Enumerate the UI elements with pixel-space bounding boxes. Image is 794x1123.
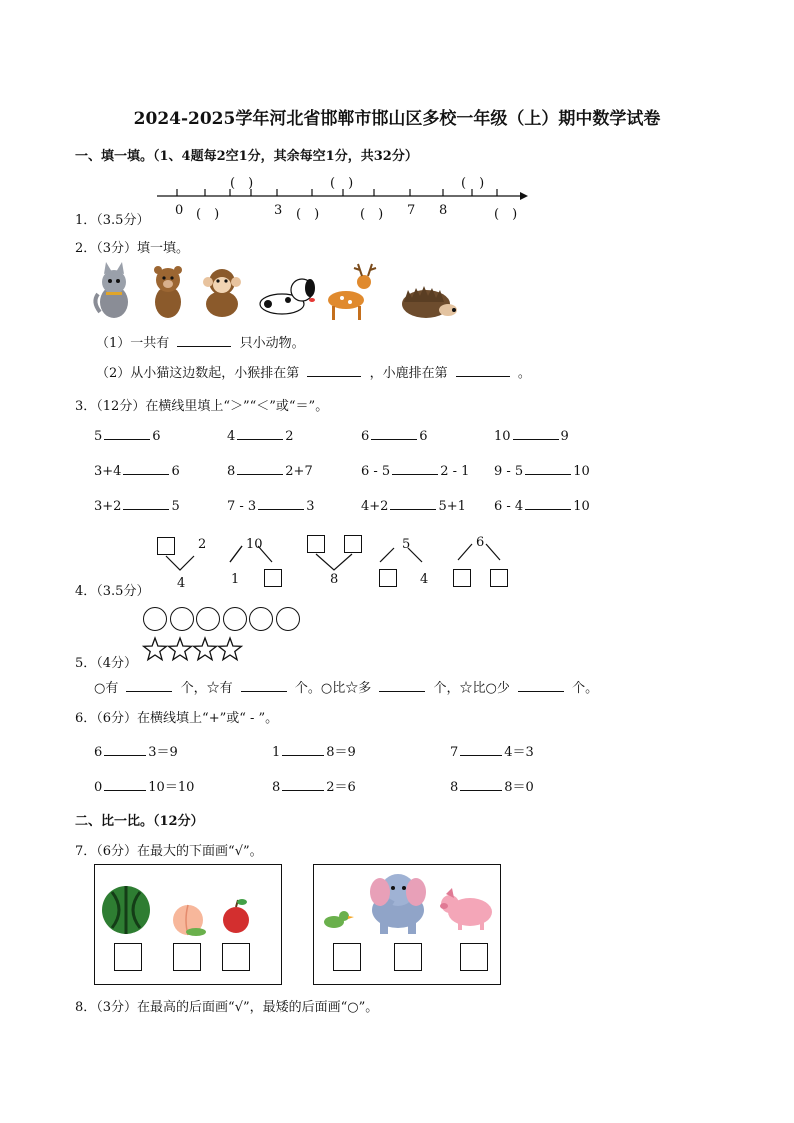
elephant-icon [370, 874, 426, 934]
q6-left-operand: 1 [272, 745, 281, 760]
q3-comparison [94, 498, 180, 514]
q3-left-expr: 10 [494, 429, 511, 444]
q5-text: 个，☆有 [180, 681, 233, 696]
q3-right-expr: 6 [419, 429, 428, 444]
q3-answer-blank[interactable] [525, 463, 571, 475]
q4-number: 4 [420, 572, 429, 587]
q7-text: ”。 [243, 844, 263, 859]
circle-shape [223, 607, 247, 631]
q2-monkey-blank[interactable] [307, 365, 361, 377]
q3-left-expr: 6 [361, 429, 370, 444]
q1-tick-label: 8 [439, 203, 448, 218]
q4-answer-box[interactable] [453, 569, 471, 587]
q3-answer-blank[interactable] [237, 463, 283, 475]
q3-left-expr: 9 - 5 [494, 464, 524, 479]
q4-number: 1 [231, 572, 240, 587]
q6-right-part: 8＝9 [326, 745, 356, 760]
q5-sentence [94, 677, 598, 696]
q4-label: 4．（3.5分） [75, 584, 150, 599]
q3-comparison [361, 498, 466, 514]
q3-answer-blank[interactable] [390, 498, 436, 510]
q7-answer-box-watermelon[interactable] [114, 943, 142, 971]
q2-sub1 [96, 332, 305, 351]
q2-count-blank[interactable] [177, 335, 231, 347]
q3-right-expr: 2+7 [285, 464, 313, 479]
q7-answer-box-elephant[interactable] [394, 943, 422, 971]
q3-right-expr: 6 [152, 429, 161, 444]
circle-shape [276, 607, 300, 631]
monkey-icon [203, 269, 241, 317]
q3-right-expr: 6 [171, 464, 180, 479]
q3-right-expr: 10 [573, 499, 590, 514]
apple-icon [223, 899, 249, 933]
q3-answer-blank[interactable] [123, 498, 169, 510]
q6-label: 6．（6分）在横线填上“+”或“ - ”。 [75, 711, 279, 726]
cat-icon [95, 262, 128, 318]
q6-equation [272, 776, 356, 795]
q2-sub2-mid: ，小鹿排在第 [369, 366, 448, 381]
pig-icon [440, 888, 492, 930]
circle-shape [249, 607, 273, 631]
q3-answer-blank[interactable] [392, 463, 438, 475]
q3-answer-blank[interactable] [104, 428, 150, 440]
circle-shape [196, 607, 220, 631]
q4-answer-box[interactable] [264, 569, 282, 587]
q6-left-operand: 6 [94, 745, 103, 760]
section-heading-2: 二、比一比。（12分） [75, 814, 204, 829]
q3-answer-blank[interactable] [371, 428, 417, 440]
q6-operator-blank[interactable] [282, 744, 324, 756]
q2-label: 2．（3分）填一填。 [75, 241, 190, 256]
q5-text: 个。○比☆多 [294, 681, 372, 696]
q5-text: ○有 [94, 681, 119, 696]
q8-label [75, 996, 378, 1015]
q1-tick-label: 7 [407, 203, 416, 218]
q3-answer-blank[interactable] [258, 498, 304, 510]
q7-answer-box-peach[interactable] [173, 943, 201, 971]
q4-answer-box[interactable] [307, 535, 325, 553]
q3-right-expr: 9 [560, 429, 569, 444]
q6-right-part: 8＝0 [504, 780, 534, 795]
q1-tick-label: 3 [274, 203, 283, 218]
q4-number: 4 [177, 576, 186, 591]
q7-answer-box-apple[interactable] [222, 943, 250, 971]
decomposition-trees [150, 532, 530, 592]
q5-text: 个，☆比○少 [433, 681, 510, 696]
check-mark-icon: √ [234, 1000, 243, 1015]
q2-sub2-pre: （2）从小猫这边数起，小猴排在第 [96, 366, 300, 381]
bear-icon [154, 266, 182, 318]
q5-text: 个。 [572, 681, 599, 696]
q1-above-blank[interactable]: ( ) [330, 176, 354, 191]
q4-answer-box[interactable] [344, 535, 362, 553]
deer-icon [328, 264, 376, 320]
q8-text: ”，最矮的后面画“ [243, 1000, 348, 1015]
q3-left-expr: 4 [227, 429, 236, 444]
q3-comparison [494, 428, 569, 444]
q6-operator-blank[interactable] [282, 779, 324, 791]
star-shape [169, 638, 192, 660]
q6-operator-blank[interactable] [104, 744, 146, 756]
q6-right-part: 4＝3 [504, 745, 534, 760]
q5-blank[interactable] [126, 680, 172, 692]
q2-sub2 [96, 362, 531, 381]
q3-answer-blank[interactable] [525, 498, 571, 510]
q3-comparison [94, 428, 161, 444]
q6-operator-blank[interactable] [460, 744, 502, 756]
watermelon-icon [102, 886, 150, 934]
q7-label [75, 840, 263, 859]
q7-answer-box-pig[interactable] [460, 943, 488, 971]
bird-icon [324, 911, 354, 928]
q6-equation [450, 741, 534, 760]
q6-left-operand: 8 [450, 780, 459, 795]
q8-text: 8．（3分）在最高的后面画“ [75, 1000, 235, 1015]
q3-answer-blank[interactable] [513, 428, 559, 440]
q1-above-blank[interactable]: ( ) [230, 176, 254, 191]
q4-number: 5 [402, 537, 411, 552]
circle-shape [143, 607, 167, 631]
q4-number: 8 [330, 572, 339, 587]
q4-answer-box[interactable] [490, 569, 508, 587]
q6-left-operand: 7 [450, 745, 459, 760]
q3-left-expr: 7 - 3 [227, 499, 257, 514]
q3-left-expr: 8 [227, 464, 236, 479]
q7-fruits [100, 880, 280, 940]
q4-answer-box[interactable] [157, 537, 175, 555]
q6-left-operand: 8 [272, 780, 281, 795]
q5-star-group [143, 636, 253, 664]
q4-number: 6 [476, 535, 485, 550]
dog-icon [260, 279, 315, 314]
star-shape [219, 638, 242, 660]
q3-comparison [361, 463, 469, 479]
star-shape [144, 638, 167, 660]
q3-left-expr: 5 [94, 429, 103, 444]
q1-below-blank[interactable]: ( ) [494, 207, 518, 222]
q3-right-expr: 10 [573, 464, 590, 479]
check-mark-icon: √ [234, 844, 243, 859]
q4-number: 10 [246, 537, 263, 552]
q6-right-part: 3＝9 [148, 745, 178, 760]
q1-below-blank[interactable]: ( ) [196, 207, 220, 222]
q3-left-expr: 3+2 [94, 499, 122, 514]
q3-right-expr: 5 [171, 499, 180, 514]
q5-blank[interactable] [241, 680, 287, 692]
q5-blank[interactable] [518, 680, 564, 692]
q3-answer-blank[interactable] [237, 428, 283, 440]
q3-label: 3．（12分）在横线里填上“＞”“＜”或“＝”。 [75, 399, 329, 414]
q4-answer-box[interactable] [379, 569, 397, 587]
q6-left-operand: 0 [94, 780, 103, 795]
q3-comparison [494, 498, 590, 514]
q7-text: 7．（6分）在最大的下面画“ [75, 844, 235, 859]
q3-right-expr: 2 - 1 [440, 464, 470, 479]
q2-sub1-post: 只小动物。 [239, 336, 305, 351]
hedgehog-icon [402, 286, 457, 318]
q2-sub1-pre: （1）一共有 [96, 336, 170, 351]
peach-icon [173, 905, 206, 936]
q6-operator-blank[interactable] [460, 779, 502, 791]
q6-equation [94, 776, 194, 795]
q6-operator-blank[interactable] [104, 779, 146, 791]
q3-comparison [361, 428, 428, 444]
star-shape [194, 638, 217, 660]
q3-left-expr: 4+2 [361, 499, 389, 514]
q3-comparison [227, 428, 294, 444]
q6-equation [272, 741, 356, 760]
q3-left-expr: 3+4 [94, 464, 122, 479]
circle-mark-icon: ○ [347, 1000, 359, 1015]
q3-right-expr: 5+1 [438, 499, 466, 514]
q3-left-expr: 6 - 4 [494, 499, 524, 514]
q4-number: 2 [198, 537, 207, 552]
q7-answer-box-bird[interactable] [333, 943, 361, 971]
q1-label: 1．（3.5分） [75, 213, 150, 228]
q6-equation [450, 776, 534, 795]
page-title: 2024-2025学年河北省邯郸市邯山区多校一年级（上）期中数学试卷 [133, 109, 661, 129]
q5-label: 5．（4分） [75, 656, 138, 671]
q3-right-expr: 3 [306, 499, 315, 514]
q6-equation [94, 741, 178, 760]
q8-text: ”。 [358, 1000, 379, 1015]
q7-animals [318, 870, 498, 938]
animal-row [92, 262, 472, 322]
q2-sub2-post: 。 [517, 366, 531, 381]
q1-above-blank[interactable]: ( ) [461, 176, 485, 191]
q3-comparison [227, 463, 313, 479]
q5-blank[interactable] [379, 680, 425, 692]
q3-left-expr: 6 - 5 [361, 464, 391, 479]
q3-comparison [94, 463, 180, 479]
q3-comparison [494, 463, 590, 479]
q2-deer-blank[interactable] [456, 365, 510, 377]
q1-below-blank[interactable]: ( ) [296, 207, 320, 222]
section-heading-1: 一、填一填。（1、4题每2空1分，其余每空1分，共32分） [75, 149, 418, 164]
q3-right-expr: 2 [285, 429, 294, 444]
circle-shape [170, 607, 194, 631]
q1-tick-label: 0 [175, 203, 184, 218]
q3-comparison [227, 498, 314, 514]
q6-right-part: 10＝10 [148, 780, 195, 795]
q3-answer-blank[interactable] [123, 463, 169, 475]
q6-right-part: 2＝6 [326, 780, 356, 795]
q1-below-blank[interactable]: ( ) [360, 207, 384, 222]
